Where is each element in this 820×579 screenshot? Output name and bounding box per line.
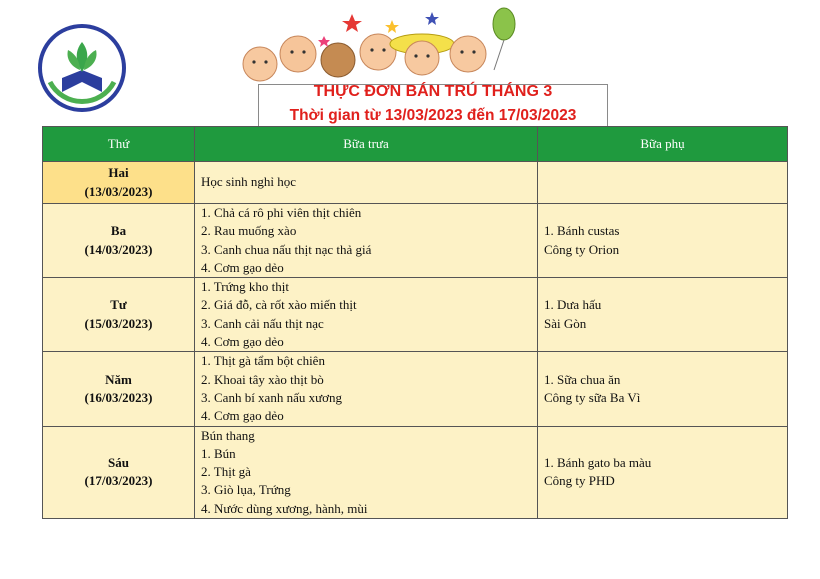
table-header-row — [43, 127, 788, 162]
table-row — [43, 426, 788, 518]
lunch-item: 4. Cơm gạo dẻo — [201, 408, 284, 424]
day-date: (16/03/2023) — [84, 389, 153, 405]
lunch-item: 3. Canh bí xanh nấu xương — [201, 389, 343, 405]
lunch-cell — [195, 204, 538, 278]
snack-item: 1. Bánh custas — [544, 223, 620, 239]
lunch-item: 3. Canh cải nấu thịt nạc — [201, 315, 324, 331]
day-name: Sáu — [108, 455, 129, 470]
day-name: Năm — [105, 371, 132, 387]
day-name: Ba — [110, 223, 127, 239]
table-row — [43, 352, 788, 426]
table-row — [43, 278, 788, 352]
day-cell — [43, 204, 195, 278]
snack-item: 1. Bánh gato ba màu — [544, 455, 652, 470]
snack-cell — [538, 426, 788, 518]
lunch-item: 1. Chả cá rô phi viên thịt chiên — [201, 205, 362, 220]
column-header-day: Thứ — [43, 127, 195, 162]
page-title: THỰC ĐƠN BÁN TRÚ THÁNG 3 — [313, 83, 553, 100]
snack-cell — [538, 278, 788, 352]
lunch-item: Bún thang — [201, 427, 255, 443]
snack-cell — [538, 352, 788, 426]
lunch-item: 2. Rau muống xào — [201, 223, 297, 239]
lunch-item: 4. Cơm gạo dẻo — [201, 334, 284, 350]
lunch-item: Học sinh nghỉ học — [201, 174, 296, 190]
lunch-cell — [195, 426, 538, 518]
kids-banner-illustration — [232, 6, 532, 92]
snack-cell — [538, 204, 788, 278]
lunch-cell — [195, 278, 538, 352]
day-date: (15/03/2023) — [84, 315, 153, 331]
day-cell — [43, 426, 195, 518]
day-date: (13/03/2023) — [84, 183, 153, 199]
table-row — [43, 162, 788, 204]
menu-table — [42, 126, 788, 519]
lunch-item: 2. Khoai tây xào thịt bò — [201, 371, 324, 387]
day-cell — [43, 352, 195, 426]
table-row — [43, 204, 788, 278]
lunch-item: 1. Bún — [201, 445, 236, 461]
lunch-item: 3. Canh chua nấu thịt nạc thả giá — [201, 241, 372, 257]
day-cell — [43, 162, 195, 204]
snack-item: 1. Sữa chua ăn — [544, 371, 621, 387]
snack-item: 1. Dưa hấu — [544, 297, 602, 313]
day-date: (14/03/2023) — [84, 241, 153, 257]
snack-item: Công ty sữa Ba Vì — [544, 389, 641, 405]
page-subtitle: Thời gian từ 13/03/2023 đến 17/03/2023 — [289, 107, 577, 124]
lunch-item: 2. Giá đỗ, cà rốt xào miến thịt — [201, 297, 357, 313]
snack-item: Công ty PHD — [544, 473, 615, 489]
lunch-item: 1. Thịt gà tẩm bột chiên — [201, 353, 325, 369]
lunch-item: 4. Cơm gạo dẻo — [201, 259, 284, 275]
day-cell — [43, 278, 195, 352]
lunch-item: 4. Nước dùng xương, hành, mùi — [201, 500, 368, 516]
day-name: Tư — [110, 297, 127, 313]
lunch-item: 3. Giò lụa, Trứng — [201, 482, 291, 498]
lunch-item: 1. Trứng kho thịt — [201, 279, 289, 295]
day-date: (17/03/2023) — [84, 473, 153, 489]
column-header-snack: Bữa phụ — [538, 127, 788, 162]
snack-item: Công ty Orion — [544, 241, 620, 257]
lunch-cell — [195, 352, 538, 426]
school-logo — [36, 22, 128, 114]
column-header-lunch: Bữa trưa — [195, 127, 538, 162]
lunch-item: 2. Thịt gà — [201, 464, 251, 480]
snack-item: Sài Gòn — [544, 315, 587, 331]
snack-cell — [538, 162, 788, 204]
day-name: Hai — [108, 165, 129, 181]
lunch-cell — [195, 162, 538, 204]
